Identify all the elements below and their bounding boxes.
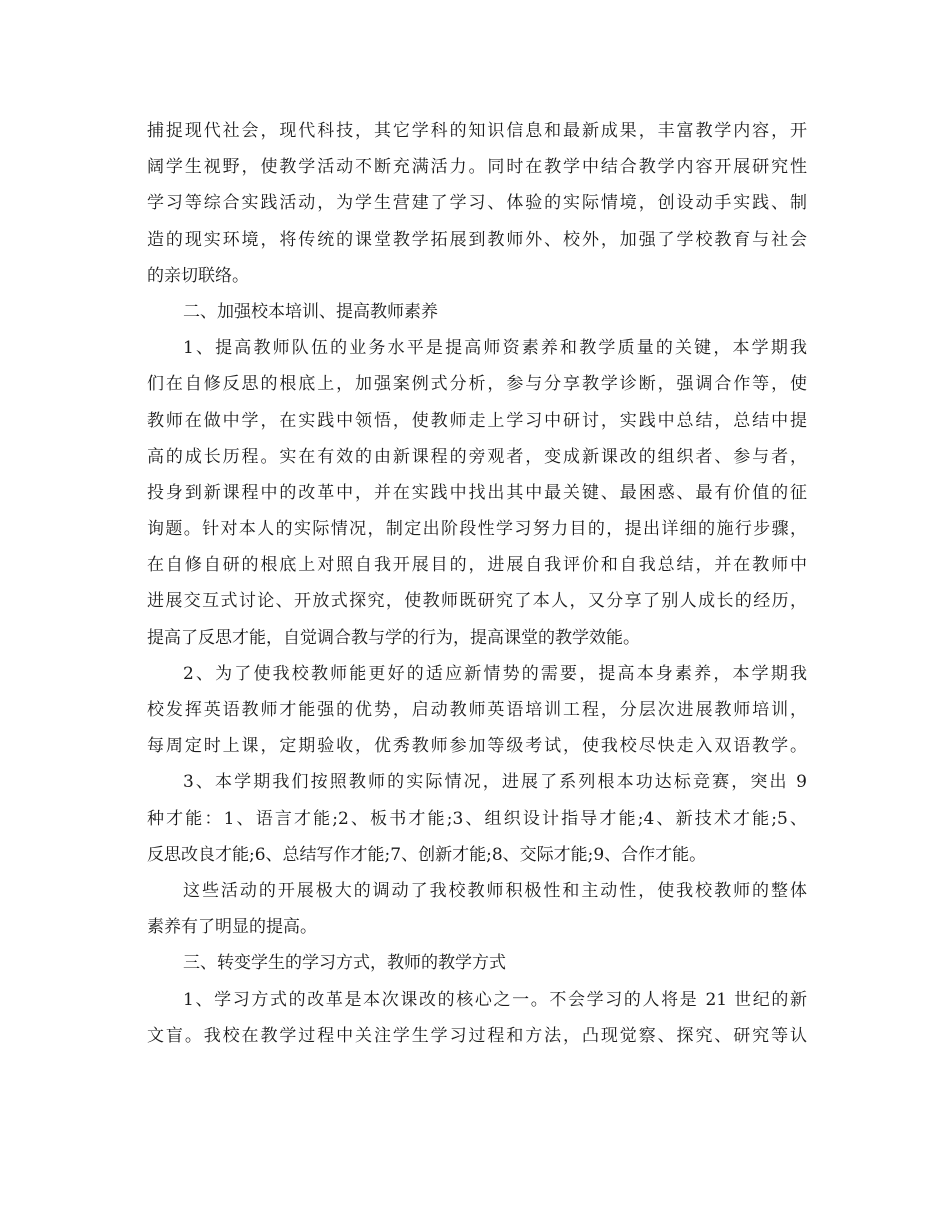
paragraph-line: 种才能：1、语言才能;2、板书才能;3、组织设计指导才能;4、新技术才能;5、 — [147, 808, 807, 829]
paragraph-line: 素养有了明显的提高。 — [147, 917, 317, 938]
paragraph-line: 2、为了使我校教师能更好的适应新情势的需要，提高本身素养，本学期我 — [183, 663, 807, 684]
section-heading: 二、加强校本培训、提高教师素养 — [183, 301, 438, 322]
paragraph-line: 1、学习方式的改革是本次课改的核心之一。不会学习的人将是 21 世纪的新 — [183, 989, 807, 1010]
section-heading: 三、转变学生的学习方式，教师的教学方式 — [183, 953, 506, 974]
paragraph-line: 学习等综合实践活动，为学生营建了学习、体验的实际情境，创设动手实践、制 — [147, 193, 807, 214]
paragraph-line: 反思改良才能;6、总结写作才能;7、创新才能;8、交际才能;9、合作才能。 — [147, 844, 707, 865]
paragraph-line: 文盲。我校在教学过程中关注学生学习过程和方法，凸现觉察、探究、研究等认 — [147, 1025, 807, 1046]
paragraph-line: 询题。针对本人的实际情况，制定出阶段性学习努力目的，提出详细的施行步骤， — [147, 519, 807, 540]
paragraph-line: 的亲切联络。 — [147, 265, 249, 286]
paragraph-line: 3、本学期我们按照教师的实际情况，进展了系列根本功达标竞赛，突出 9 — [183, 772, 807, 793]
document-body — [147, 113, 807, 1054]
paragraph-line: 提高了反思才能，自觉调合教与学的行为，提高课堂的教学效能。 — [147, 627, 640, 648]
paragraph-line: 这些活动的开展极大的调动了我校教师积极性和主动性，使我校教师的整体 — [183, 880, 807, 901]
paragraph-line: 造的现实环境，将传统的课堂教学拓展到教师外、校外，加强了学校教育与社会 — [147, 229, 807, 250]
paragraph-line: 阔学生视野，使教学活动不断充满活力。同时在教学中结合教学内容开展研究性 — [147, 157, 807, 178]
paragraph-line: 们在自修反思的根底上，加强案例式分析，参与分享教学诊断，强调合作等，使 — [147, 374, 807, 395]
paragraph-line: 高的成长历程。实在有效的由新课程的旁观者，变成新课改的组织者、参与者， — [147, 446, 807, 467]
paragraph-line: 进展交互式讨论、开放式探究，使教师既研究了本人，又分享了别人成长的经历， — [147, 591, 807, 612]
paragraph-line: 在自修自研的根底上对照自我开展目的，进展自我评价和自我总结，并在教师中 — [147, 555, 807, 576]
paragraph-line: 每周定时上课，定期验收，优秀教师参加等级考试，使我校尽快走入双语教学。 — [147, 736, 807, 757]
paragraph-line: 投身到新课程中的改革中，并在实践中找出其中最关键、最困惑、最有价值的征 — [147, 482, 807, 503]
paragraph-line: 校发挥英语教师才能强的优势，启动教师英语培训工程，分层次进展教师培训， — [147, 700, 807, 720]
paragraph-line: 捕捉现代社会，现代科技，其它学科的知识信息和最新成果，丰富教学内容，开 — [147, 121, 807, 141]
paragraph-line: 1、提高教师队伍的业务水平是提高师资素养和教学质量的关键，本学期我 — [183, 338, 807, 359]
paragraph-line: 教师在做中学，在实践中领悟，使教师走上学习中研讨，实践中总结，总结中提 — [147, 410, 807, 431]
